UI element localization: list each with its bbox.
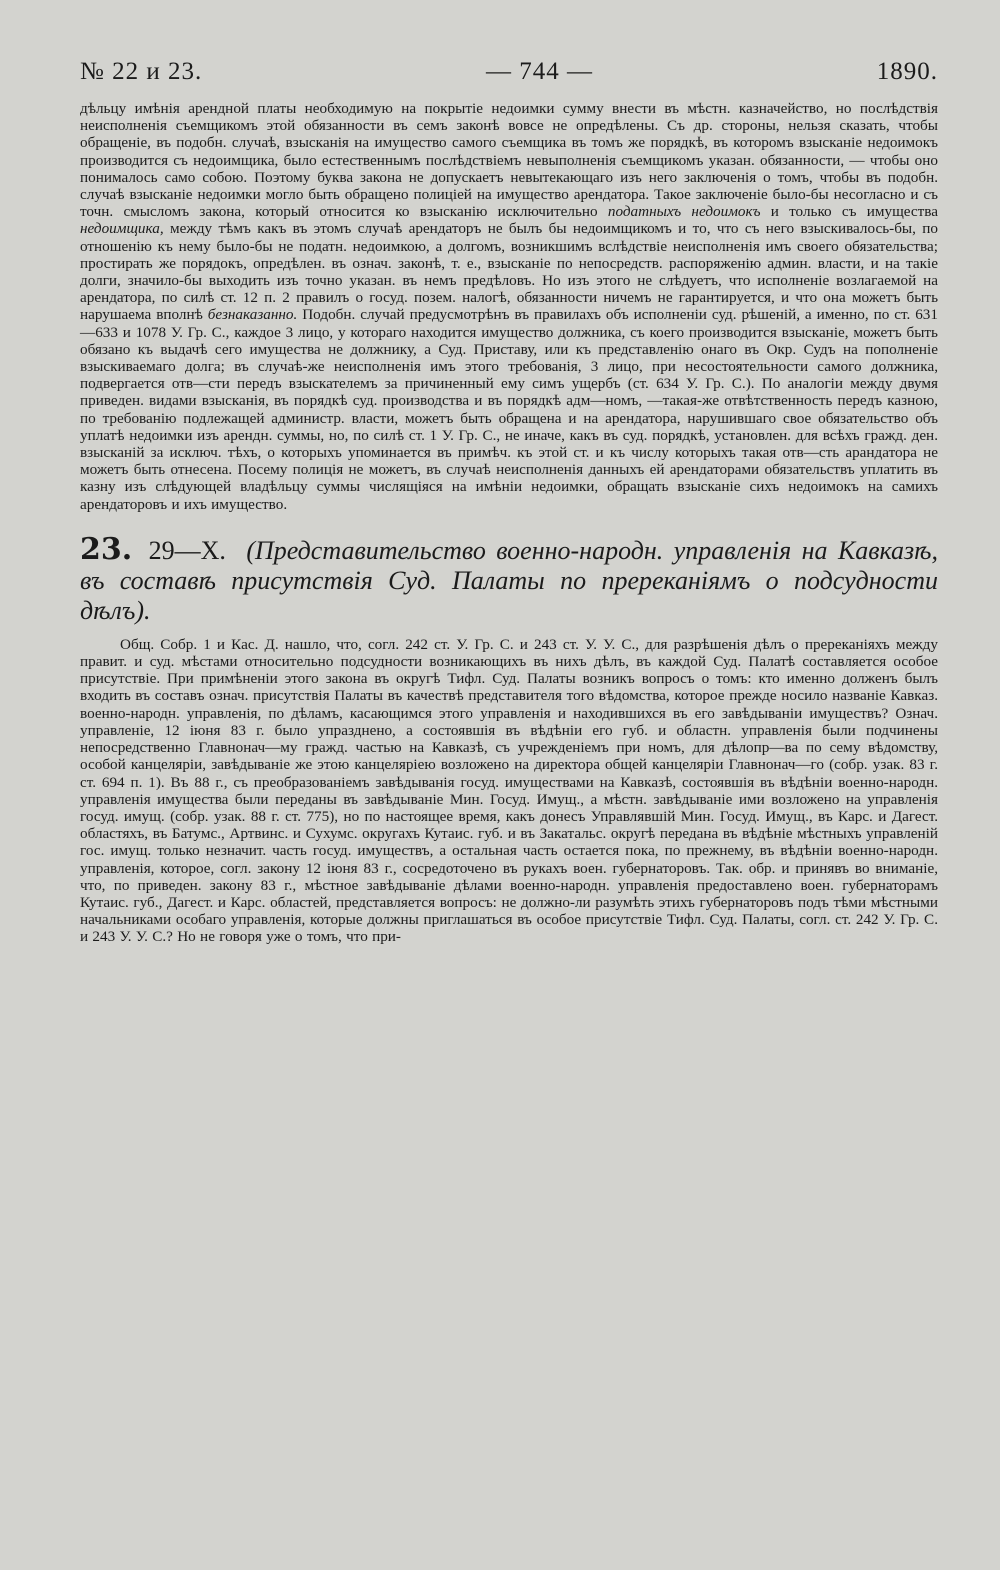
emphasis-debtor: недоимщика, — [80, 220, 164, 238]
section-number: 23. — [80, 531, 133, 567]
paragraph-caucasus-administration: Общ. Собр. 1 и Кас. Д. нашло, что, согл. 242 ст. У. Гр. С. и 243 ст. У. У. С., для разрѣшенія дѣлъ о пререканіяхъ между правит. и суд. мѣстами относительно подсудности возникающихъ въ нихъ дѣлъ, въ каждой Суд. Палатѣ составляется особое присутствіе. При примѣненіи этого закона въ округѣ Тифл. Суд. Палаты возникъ вопросъ о томъ: кто именно долженъ былъ входить въ составъ означ. присутствія Палаты въ качествѣ представителя того вѣдомства, которое прежде носило названіе Кавказ. военно-народн. управленія, по дѣламъ, касающимся этого управленія и находившихся въ его завѣдываніи имуществъ? Означ. управленіе, 12 іюня 83 г. было упразднено, а состоявшія въ вѣдѣніи его губ. и областн. управленія были подчинены непосредственно Главнонач—му гражд. частью на Кавказѣ, съ учрежденіемъ при номъ, для дѣлопр—ва по сему вѣдомству, особой канцеляріи, завѣдываніе же этою канцеляріею возложено на директора общей канцеляріи Главнонач—го (собр. узак. 83 г. ст. 694 п. 1). Въ 88 г., съ преобразованіемъ завѣдыванія госуд. имуществами на Кавказѣ, состоявшія въ вѣдѣніи военно-народн. управленія имущества были переданы въ завѣдываніе Мин. Госуд. Имущ., а мѣстн. завѣдываніе ими возложено на управленія госуд. имущ. (собр. узак. 88 г. ст. 775), но по настоящее время, какъ донесъ Управлявшій Мин. Госуд. Имущ., въ Карс. и Дагест. областяхъ, въ Батумс., Артвинс. и Сухумс. округахъ Кутаис. губ. и въ Закатальс. округѣ передана въ вѣдѣніе мѣстныхъ управленій гос. имущ. только незначит. часть госуд. имуществъ, а остальная часть остается пока, по прежнему, въ вѣдѣніи военно-народн. управленія, которое, согл. закону 12 іюня 83 г., сосредоточено въ рукахъ воен. губернаторовъ. Так. обр. и принявъ во вниманіе, что, по приведен. закону 83 г., мѣстное завѣдываніе дѣлами военно-народн. управленія предоставлено воен. губернаторамъ Кутаис. губ., Дагест. и Карс. областей, представляется вопросъ: не должно-ли разумѣть этихъ губернаторовъ подъ тѣми мѣстными начальниками особаго управленія, которые должны приглашаться въ особое присутствіе Тифл. Суд. Палаты, согл. ст. 242 У. Гр. С. и 243 У. У. С.? Но не говоря уже о томъ, что при- — [80, 635, 938, 946]
paragraph-arrears-liability — [80, 100, 938, 513]
paragraph-text: и только съ имущества — [760, 203, 938, 221]
paragraph-text: дѣльцу имѣнія арендной платы необходимую на покрытіе недоимки сумму внести въ мѣстн. казначейство, но послѣдствія неисполненія съемщикомъ этой обязанности въ семъ законѣ вовсе не опредѣлены. Съ др. стороны, нельзя сказать, чтобы обращеніе, въ подобн. случаѣ, взысканія на имущество самого съемщика въ томъ же порядкѣ, въ которомъ взысканіе недоимокъ производится съ недоимщика, было естественнымъ послѣдствіемъ невыполненія съемщикомъ указан. обязанности, — чтобы оно понималось само собою. Поэтому буква закона не допускаетъ невытекающаго изъ него заключенія о томъ, чтобы въ подобн. случаѣ взысканіе недоимки могло быть обращено полиціей на имущество арендатора. Такое заключеніе было-бы несогласно и съ точн. смысломъ закона, который относится ко взысканію исключительно — [80, 100, 938, 221]
section-heading — [80, 531, 939, 626]
paragraph-text: Подобн. случай предусмотрѣнъ въ правилахъ объ исполненіи суд. рѣшеній, а именно, по ст. 631—633 и 1078 У. Гр. С., каждое 3 лицо, у котораго находится имущество должника, съ коего производится взысканіе, можетъ быть обязано къ выдачѣ сего имущества не должнику, а Суд. Приставу, или къ представленію онаго въ Окр. Судъ на пополненіе взыскиваемаго долга; въ случаѣ-же неисполненія имъ этого требованія, 3 лицо, при несостоятельности самого должника, подвергается отв—сти передъ взыскателемъ за причиненный ему симъ ущербъ (ст. 634 У. Гр. С.). По аналогіи между двумя приведен. видами взысканія, въ порядкѣ суд. производства и въ порядкѣ адм—номъ, —такая-же отвѣтственность передъ казною, по требованію подлежащей администр. власти, можетъ быть обращена и на арендатора, нарушившаго свое обязательство объ уплатѣ недоимки изъ арендн. суммы, но, по силѣ ст. 1 У. Гр. С., не иначе, какъ въ суд. порядкѣ, установлен. для всѣхъ гражд. ден. взысканій за исключ. тѣхъ, о которыхъ упоминается въ примѣч. къ этой ст. и къ числу которыхъ такая отв—сть арандатора не можетъ быть отнесена. Посему полиція не можетъ, въ случаѣ неисполненія данныхъ ей арендаторами обязательствъ уплатить въ казну изъ слѣдующей владѣльцу суммы числящіяся на имѣніи недоимки, обращать взысканіе сихъ недоимокъ на самихъ арендаторовъ и ихъ имущество. — [80, 306, 938, 513]
year: 1890. — [876, 58, 938, 85]
emphasis-tax-arrears: податныхъ недоимокъ — [607, 203, 761, 221]
page-header — [80, 58, 938, 86]
paragraph-text: между тѣмъ какъ въ этомъ случаѣ арендаторъ не былъ бы недоимщикомъ и то, что съ него взыскивалось-бы, по отношенію къ нему было-бы не податн. недоимкою, а долгомъ, возникшимъ вслѣдствіе неисполненія имъ своего обязательства; простирать же порядокъ, опредѣлен. въ означ. законѣ, т. е., взысканіе по непосредств. распоряженію админ. власти, и на такіе долги, значило-бы выходить изъ точно указан. въ немъ предѣловъ. Но изъ этого не слѣдуетъ, что исполненіе возлагаемой на арендатора, по силѣ ст. 12 п. 2 правилъ о госуд. позем. налогѣ, обязанности ничемъ не гарантируется, и что она можетъ быть нарушаема вполнѣ — [80, 220, 938, 324]
issue-number: № 22 и 23. — [80, 58, 203, 85]
emphasis-unpunished: безнаказанно. — [207, 306, 298, 324]
page-number: — 744 — — [485, 58, 593, 85]
section-title: (Представительство военно-народн. управленія на Кавказѣ, въ составѣ присутствія Суд. Палаты по пререканіямъ о подсудности дѣлъ). — [80, 535, 939, 625]
section-date: 29—X. — [148, 535, 226, 565]
